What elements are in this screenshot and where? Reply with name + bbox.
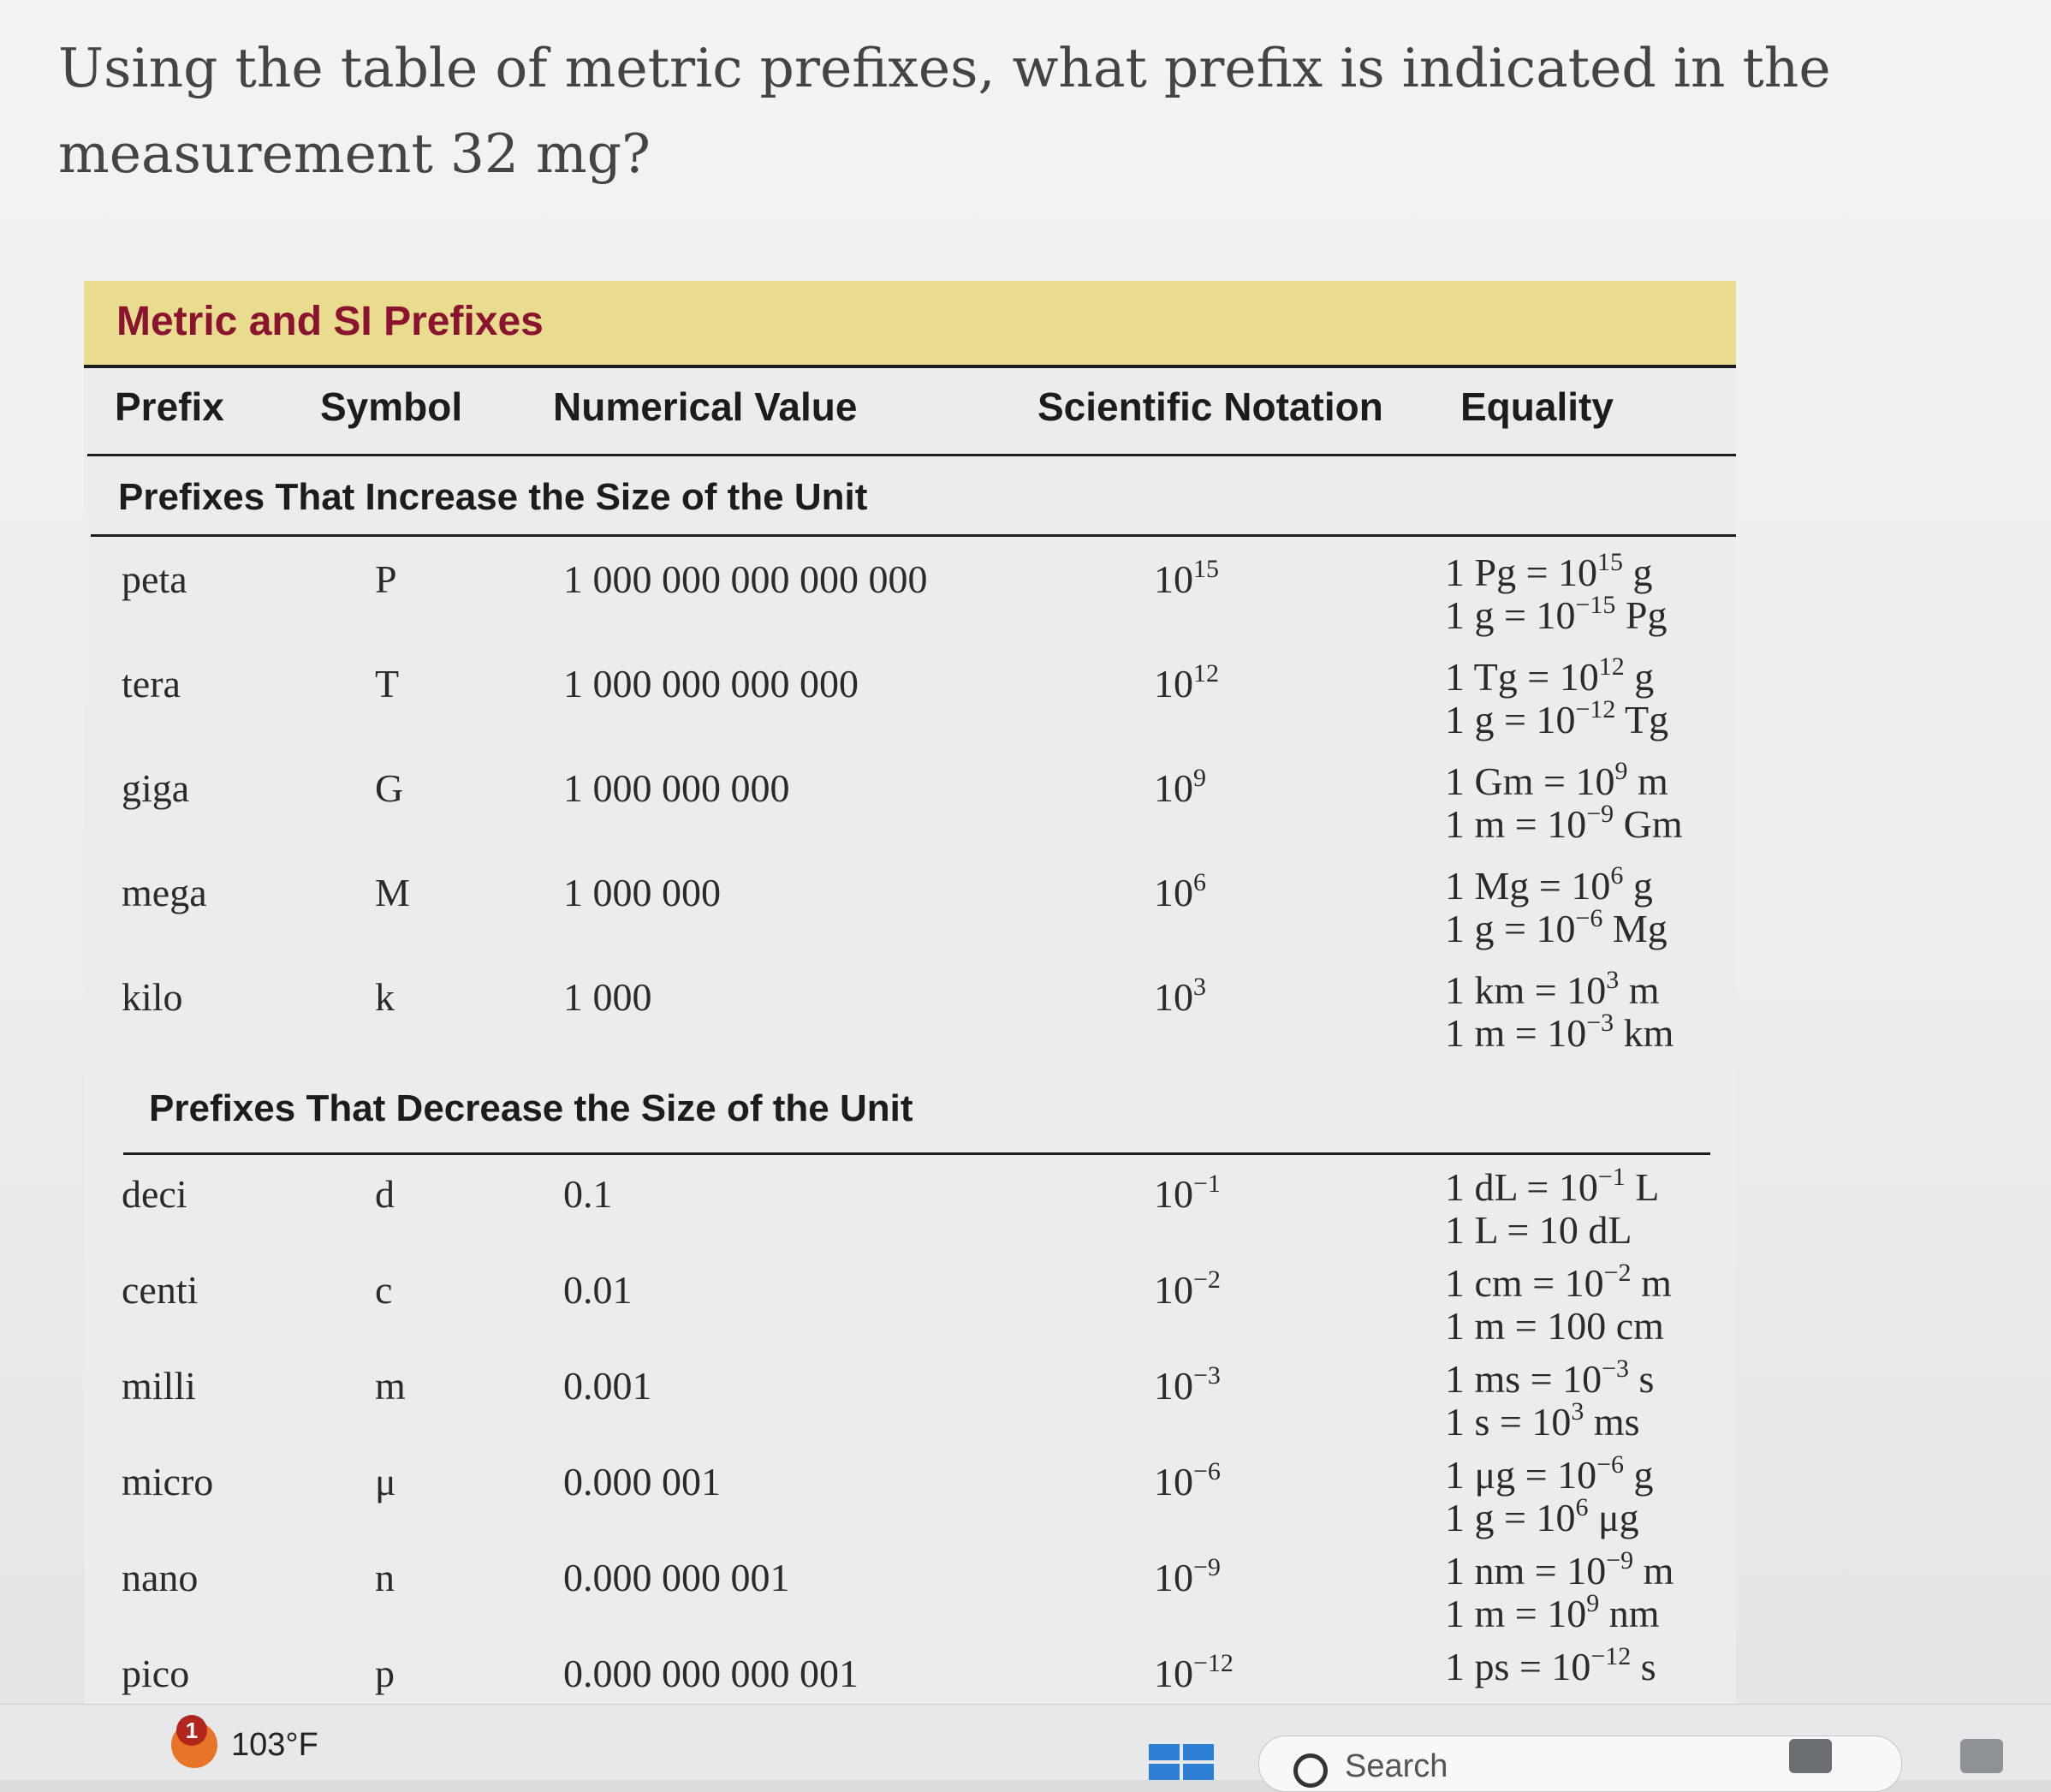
- prefix-row-kilo: [84, 966, 1736, 1069]
- equality-line-2: [1445, 1209, 1659, 1252]
- table-title-bar: [84, 281, 1736, 368]
- prefix-symbol: M: [375, 871, 410, 914]
- prefix-row-giga: [84, 757, 1736, 860]
- equality-line-2: [1445, 1589, 1673, 1635]
- eq2-exp: −12: [1575, 695, 1616, 723]
- decrease-section-heading: Prefixes That Decrease the Size of the Unit: [149, 1087, 913, 1129]
- numerical-value: 1 000 000 000 000: [563, 662, 859, 705]
- equality-line-1: [1445, 861, 1668, 908]
- header-equality: Equality: [1460, 384, 1614, 429]
- numerical-value: 0.000 000 001: [563, 1556, 790, 1599]
- metric-prefix-table: [84, 281, 1736, 1719]
- equality-line-1: [1445, 1546, 1674, 1593]
- sci-exponent: −3: [1193, 1361, 1221, 1390]
- header-numerical-value: Numerical Value: [553, 384, 858, 429]
- scientific-notation: [1154, 765, 1206, 811]
- scientific-notation: [1154, 1555, 1221, 1600]
- equality-line-1: [1445, 652, 1668, 699]
- eq1-pre: 1 Tg = 10: [1445, 655, 1599, 699]
- eq2-pre: 1 m = 10: [1445, 1592, 1587, 1635]
- prefix-name: peta: [122, 557, 187, 601]
- eq1-pre: 1 Gm = 10: [1445, 759, 1615, 803]
- sci-exponent: 3: [1193, 973, 1206, 1001]
- equality-line-2: [1445, 800, 1683, 846]
- eq2-exp: 6: [1575, 1493, 1589, 1521]
- eq1-exp: 12: [1598, 652, 1625, 681]
- header-prefix: Prefix: [115, 384, 224, 429]
- sci-base: 10: [1154, 766, 1193, 810]
- eq1-post: g: [1624, 1453, 1654, 1497]
- numerical-value: 0.000 001: [563, 1460, 721, 1503]
- eq2-exp: −15: [1575, 591, 1616, 619]
- windows-start-icon[interactable]: [1149, 1744, 1214, 1780]
- eq1-exp: −6: [1596, 1450, 1625, 1479]
- equality-line-2: [1445, 1305, 1672, 1348]
- eq1-exp: 15: [1597, 548, 1624, 576]
- search-label: Search: [1345, 1748, 1448, 1784]
- eq2-post: Pg: [1615, 593, 1668, 637]
- eq2-exp: −6: [1575, 904, 1603, 932]
- eq1-exp: −9: [1606, 1546, 1634, 1575]
- equality-line-1: [1445, 966, 1673, 1012]
- taskbar: [0, 1704, 2051, 1784]
- weather-alert-badge: 1: [176, 1715, 207, 1746]
- equality-line-1: [1445, 1642, 1656, 1688]
- sci-exponent: 9: [1193, 764, 1206, 792]
- sci-exponent: −9: [1193, 1553, 1221, 1581]
- equality-line-2: [1445, 1009, 1674, 1055]
- eq2-pre: 1 m = 100 cm: [1445, 1304, 1664, 1348]
- prefix-row-tera: [84, 652, 1736, 755]
- eq2-post: ms: [1584, 1400, 1640, 1444]
- sci-exponent: 12: [1193, 659, 1219, 688]
- equality: [1445, 966, 1674, 1055]
- equality: [1445, 1354, 1655, 1444]
- prefix-symbol: k: [375, 975, 395, 1019]
- eq1-exp: 9: [1614, 757, 1628, 785]
- increase-section-heading: Prefixes That Increase the Size of the Unit: [118, 476, 868, 518]
- sci-exponent: −12: [1193, 1649, 1234, 1677]
- eq1-exp: −2: [1603, 1259, 1632, 1287]
- equality-line-2: [1445, 904, 1668, 950]
- prefix-name: deci: [122, 1172, 187, 1216]
- scientific-notation: [1154, 1363, 1221, 1408]
- equality-line-1: [1445, 1259, 1672, 1305]
- sci-base: 10: [1154, 1364, 1193, 1408]
- eq1-post: m: [1627, 759, 1668, 803]
- eq1-post: s: [1631, 1645, 1656, 1688]
- table-title: Metric and SI Prefixes: [116, 299, 544, 344]
- numerical-value: 1 000 000: [563, 871, 721, 914]
- prefix-row-peta: [84, 548, 1736, 651]
- prefix-symbol: μ: [375, 1460, 396, 1503]
- sci-exponent: 15: [1193, 555, 1219, 583]
- sci-base: 10: [1154, 1460, 1193, 1503]
- header-symbol: Symbol: [320, 384, 463, 429]
- eq2-exp: 3: [1571, 1397, 1584, 1426]
- prefix-name: milli: [122, 1364, 196, 1408]
- eq1-post: g: [1624, 655, 1655, 699]
- prefix-name: mega: [122, 871, 207, 914]
- equality: [1445, 1642, 1656, 1688]
- eq2-post: μg: [1588, 1496, 1639, 1539]
- eq2-pre: 1 g = 10: [1445, 593, 1576, 637]
- eq1-exp: −12: [1590, 1642, 1632, 1670]
- eq1-pre: 1 ps = 10: [1445, 1645, 1591, 1688]
- eq1-exp: 3: [1606, 966, 1620, 994]
- equality-line-1: [1445, 757, 1683, 803]
- eq1-pre: 1 Pg = 10: [1445, 551, 1598, 594]
- increase-divider: [91, 534, 1736, 537]
- eq2-post: km: [1614, 1011, 1674, 1055]
- equality-line-1: [1445, 1450, 1654, 1497]
- scientific-notation: [1154, 1267, 1221, 1313]
- eq1-pre: 1 Mg = 10: [1445, 864, 1611, 908]
- scientific-notation: [1154, 1459, 1221, 1504]
- eq2-pre: 1 g = 10: [1445, 698, 1576, 741]
- numerical-value: 0.000 000 000 001: [563, 1652, 859, 1695]
- prefix-name: tera: [122, 662, 181, 705]
- prefix-row-mega: [84, 861, 1736, 964]
- prefix-row-nano: [84, 1546, 1736, 1649]
- prefix-name: pico: [122, 1652, 190, 1695]
- eq2-post: Gm: [1614, 802, 1683, 846]
- prefix-symbol: d: [375, 1172, 395, 1216]
- sci-base: 10: [1154, 1556, 1193, 1599]
- equality: [1445, 757, 1683, 846]
- eq2-post: Tg: [1615, 698, 1669, 741]
- prefix-name: nano: [122, 1556, 199, 1599]
- eq1-post: m: [1633, 1549, 1674, 1593]
- equality: [1445, 861, 1668, 950]
- equality-line-2: [1445, 591, 1668, 637]
- eq1-exp: −1: [1597, 1163, 1626, 1191]
- prefix-name: micro: [122, 1460, 214, 1503]
- search-icon: [1293, 1753, 1328, 1788]
- numerical-value: 0.01: [563, 1268, 633, 1312]
- eq1-post: L: [1625, 1165, 1660, 1209]
- sci-base: 10: [1154, 1652, 1193, 1695]
- scientific-notation: [1154, 1651, 1234, 1696]
- prefix-row-centi: [84, 1259, 1736, 1361]
- numerical-value: 1 000: [563, 975, 652, 1019]
- eq2-pre: 1 m = 10: [1445, 1011, 1587, 1055]
- decrease-divider: [123, 1152, 1710, 1155]
- question-text: Using the table of metric prefixes, what prefix is indicated in the measurement 32 mg?: [58, 37, 1831, 185]
- equality: [1445, 1259, 1672, 1348]
- scientific-notation: [1154, 974, 1206, 1020]
- equality-line-2: [1445, 695, 1669, 741]
- prefix-symbol: P: [375, 557, 397, 601]
- eq2-post: Mg: [1602, 907, 1668, 950]
- eq1-post: g: [1623, 551, 1653, 594]
- prefix-name: giga: [122, 766, 190, 810]
- sci-exponent: −6: [1193, 1457, 1221, 1485]
- eq1-pre: 1 cm = 10: [1445, 1261, 1604, 1305]
- eq1-exp: −3: [1602, 1354, 1630, 1383]
- sci-base: 10: [1154, 871, 1193, 914]
- eq1-pre: 1 km = 10: [1445, 968, 1607, 1012]
- prefix-name: kilo: [122, 975, 183, 1019]
- scientific-notation: [1154, 1171, 1221, 1217]
- equality-line-1: [1445, 548, 1667, 594]
- eq2-exp: 9: [1586, 1589, 1600, 1617]
- prefix-name: centi: [122, 1268, 199, 1312]
- eq2-pre: 1 g = 10: [1445, 1496, 1576, 1539]
- eq1-pre: 1 nm = 10: [1445, 1549, 1607, 1593]
- sci-exponent: 6: [1193, 868, 1206, 896]
- prefix-symbol: m: [375, 1364, 406, 1408]
- sci-base: 10: [1154, 975, 1193, 1019]
- eq2-pre: 1 L = 10 dL: [1445, 1208, 1632, 1252]
- eq1-post: m: [1619, 968, 1660, 1012]
- eq2-exp: −3: [1586, 1009, 1614, 1037]
- numerical-value: 1 000 000 000 000 000: [563, 557, 928, 601]
- numerical-value: 0.001: [563, 1364, 652, 1408]
- sci-exponent: −1: [1193, 1170, 1221, 1198]
- equality: [1445, 1450, 1654, 1539]
- prefix-row-micro: [84, 1450, 1736, 1553]
- prefix-symbol: G: [375, 766, 404, 810]
- eq1-exp: 6: [1610, 861, 1624, 890]
- equality-line-1: [1445, 1354, 1655, 1401]
- equality-line-2: [1445, 1397, 1654, 1444]
- sci-base: 10: [1154, 1172, 1193, 1216]
- sci-exponent: −2: [1193, 1265, 1221, 1294]
- sci-base: 10: [1154, 662, 1193, 705]
- eq1-post: s: [1629, 1357, 1655, 1401]
- tray-widget-icon[interactable]: [1960, 1739, 2003, 1773]
- equality: [1445, 1546, 1674, 1635]
- numerical-value: 0.1: [563, 1172, 613, 1216]
- equality: [1445, 548, 1668, 637]
- prefix-row-deci: [84, 1163, 1736, 1265]
- eq2-pre: 1 s = 10: [1445, 1400, 1572, 1444]
- eq1-pre: 1 dL = 10: [1445, 1165, 1598, 1209]
- eq1-pre: 1 μg = 10: [1445, 1453, 1597, 1497]
- eq2-post: nm: [1599, 1592, 1660, 1635]
- eq2-pre: 1 m = 10: [1445, 802, 1587, 846]
- eq1-post: g: [1623, 864, 1653, 908]
- eq1-pre: 1 ms = 10: [1445, 1357, 1602, 1401]
- scientific-notation: [1154, 557, 1219, 602]
- tray-app-icon[interactable]: [1789, 1739, 1832, 1773]
- equality-line-2: [1445, 1493, 1654, 1539]
- equality: [1445, 1163, 1660, 1252]
- scientific-notation: [1154, 661, 1219, 706]
- sci-base: 10: [1154, 557, 1193, 601]
- equality-line-1: [1445, 1163, 1660, 1209]
- scientific-notation: [1154, 870, 1206, 915]
- prefix-symbol: n: [375, 1556, 395, 1599]
- header-divider: [87, 454, 1736, 456]
- prefix-symbol: c: [375, 1268, 393, 1312]
- prefix-symbol: T: [375, 662, 400, 705]
- prefix-row-milli: [84, 1354, 1736, 1457]
- numerical-value: 1 000 000 000: [563, 766, 790, 810]
- eq2-pre: 1 g = 10: [1445, 907, 1576, 950]
- prefix-symbol: p: [375, 1652, 395, 1695]
- equality: [1445, 652, 1669, 741]
- eq2-exp: −9: [1586, 800, 1614, 828]
- sci-base: 10: [1154, 1268, 1193, 1312]
- header-scientific-notation: Scientific Notation: [1037, 384, 1383, 429]
- weather-temperature[interactable]: 103°F: [231, 1727, 318, 1763]
- eq1-post: m: [1631, 1261, 1672, 1305]
